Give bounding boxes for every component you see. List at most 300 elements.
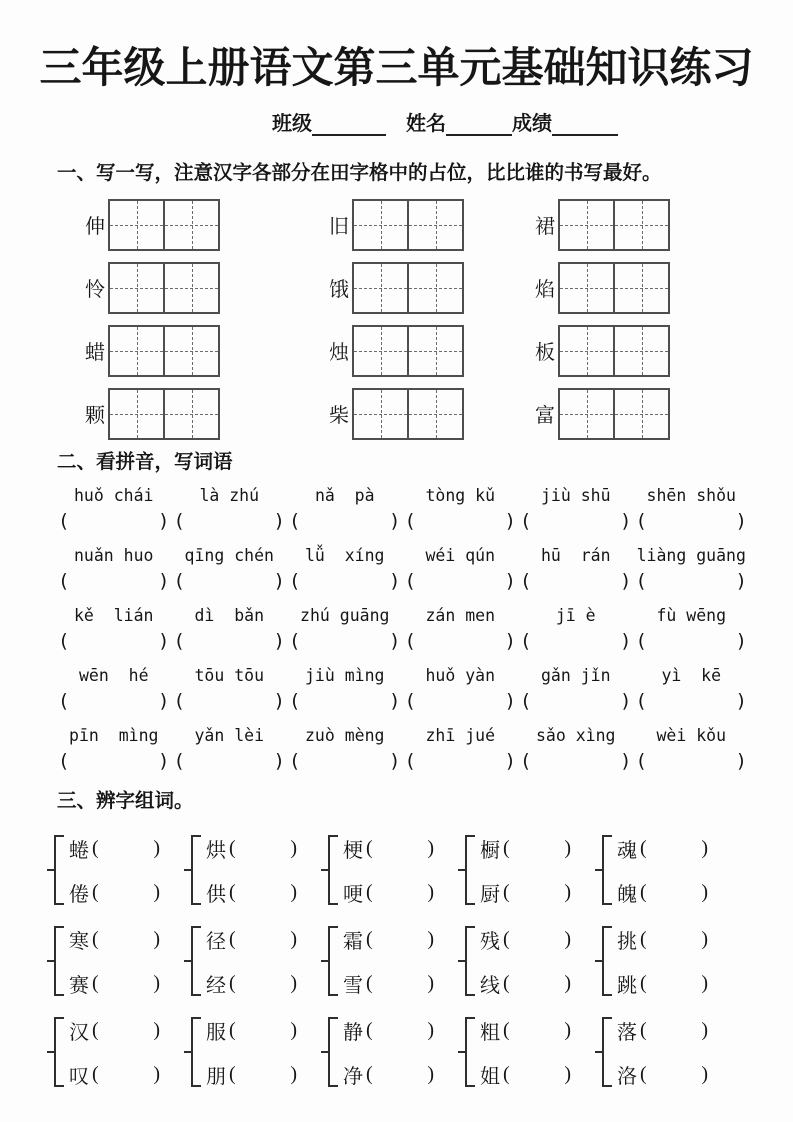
close-paren: ) xyxy=(153,971,160,994)
compare-character: 径 xyxy=(206,930,226,953)
compare-line xyxy=(69,922,166,956)
pinyin-item xyxy=(287,486,403,536)
pinyin-text: kě lián xyxy=(74,606,154,626)
close-paren: ) xyxy=(153,1018,160,1041)
open-paren: ( xyxy=(92,927,99,950)
compare-line xyxy=(206,875,303,909)
open-paren: ( xyxy=(635,570,647,593)
tianzige-writing-cell xyxy=(354,390,407,438)
class-label: 班级 xyxy=(272,113,312,136)
pinyin-text: jiù mìng xyxy=(305,666,385,686)
answer-parens xyxy=(634,630,750,656)
compare-row xyxy=(46,922,793,1000)
answer-parens xyxy=(56,750,172,776)
bracket-tick xyxy=(595,1051,602,1053)
grid-character-label: 颗 xyxy=(85,405,105,428)
close-paren: ) xyxy=(153,1062,160,1085)
answer-parens xyxy=(403,630,519,656)
close-paren: ) xyxy=(564,836,571,859)
open-paren: ( xyxy=(289,750,301,773)
pinyin-item xyxy=(518,666,634,716)
tianzige-grid xyxy=(558,325,670,377)
open-paren: ( xyxy=(289,630,301,653)
tianzige-writing-cell xyxy=(163,201,218,249)
answer-parens xyxy=(287,690,403,716)
close-paren: ) xyxy=(427,880,434,903)
tianzige-writing-cell xyxy=(560,264,613,312)
compare-character: 静 xyxy=(343,1021,363,1044)
answer-parens xyxy=(634,750,750,776)
compare-line xyxy=(69,875,166,909)
open-paren: ( xyxy=(520,690,532,713)
open-paren: ( xyxy=(404,630,416,653)
pair-bracket-icon xyxy=(328,926,338,996)
tianzige-group xyxy=(84,262,220,314)
pinyin-item xyxy=(287,726,403,776)
tianzige-writing-cell xyxy=(110,201,163,249)
close-paren: ) xyxy=(273,630,285,653)
bracket-tick xyxy=(321,960,328,962)
compare-group xyxy=(183,1013,303,1091)
pinyin-text: gǎn jǐn xyxy=(540,666,611,686)
tianzige-group xyxy=(534,199,670,251)
compare-group xyxy=(320,1013,440,1091)
grid-character-label: 富 xyxy=(535,405,555,428)
compare-group xyxy=(457,922,577,1000)
compare-group xyxy=(183,831,303,909)
compare-row xyxy=(46,1013,793,1091)
character-pair xyxy=(617,922,714,1000)
pinyin-item xyxy=(172,666,288,716)
close-paren: ) xyxy=(620,630,632,653)
close-paren: ) xyxy=(389,690,401,713)
pinyin-text: là zhú xyxy=(199,486,260,506)
close-paren: ) xyxy=(290,880,297,903)
pinyin-text: nǎ pà xyxy=(314,486,375,506)
tianzige-group xyxy=(84,388,220,440)
pair-bracket-icon xyxy=(328,835,338,905)
answer-parens xyxy=(172,630,288,656)
class-blank xyxy=(312,110,386,136)
tianzige-grid xyxy=(352,388,464,440)
open-paren: ( xyxy=(289,690,301,713)
close-paren: ) xyxy=(564,1062,571,1085)
tianzige-writing-cell xyxy=(163,264,218,312)
compare-group xyxy=(320,922,440,1000)
pinyin-row xyxy=(56,666,750,716)
open-paren: ( xyxy=(229,880,236,903)
close-paren: ) xyxy=(701,836,708,859)
tianzige-group xyxy=(84,199,220,251)
open-paren: ( xyxy=(635,630,647,653)
compare-group xyxy=(320,831,440,909)
pinyin-item xyxy=(634,546,750,596)
compare-character: 供 xyxy=(206,883,226,906)
pair-bracket-icon xyxy=(191,835,201,905)
tianzige-grid xyxy=(108,199,220,251)
pinyin-item xyxy=(634,606,750,656)
pinyin-item xyxy=(518,726,634,776)
close-paren: ) xyxy=(701,927,708,950)
open-paren: ( xyxy=(635,510,647,533)
bracket-tick xyxy=(184,869,191,871)
tianzige-writing-cell xyxy=(110,390,163,438)
open-paren: ( xyxy=(229,971,236,994)
student-info-line xyxy=(272,110,793,136)
compare-line xyxy=(480,1057,577,1091)
open-paren: ( xyxy=(92,1018,99,1041)
open-paren: ( xyxy=(640,1062,647,1085)
open-paren: ( xyxy=(173,630,185,653)
tianzige-grid-section xyxy=(0,199,793,440)
tianzige-writing-cell xyxy=(110,327,163,375)
open-paren: ( xyxy=(58,570,70,593)
close-paren: ) xyxy=(427,1018,434,1041)
close-paren: ) xyxy=(153,927,160,950)
character-pair xyxy=(69,922,166,1000)
close-paren: ) xyxy=(735,750,747,773)
grid-character-label: 焰 xyxy=(535,279,555,302)
pinyin-text: shēn shǒu xyxy=(646,486,736,506)
compare-line xyxy=(617,922,714,956)
pinyin-item xyxy=(403,606,519,656)
pinyin-item xyxy=(403,486,519,536)
answer-parens xyxy=(56,510,172,536)
open-paren: ( xyxy=(503,1018,510,1041)
name-blank xyxy=(446,110,512,136)
answer-parens xyxy=(56,570,172,596)
open-paren: ( xyxy=(503,927,510,950)
answer-parens xyxy=(403,510,519,536)
answer-parens xyxy=(287,750,403,776)
answer-parens xyxy=(518,750,634,776)
tianzige-grid xyxy=(108,262,220,314)
compare-character: 雪 xyxy=(343,974,363,997)
close-paren: ) xyxy=(290,927,297,950)
open-paren: ( xyxy=(503,971,510,994)
compare-group xyxy=(46,922,166,1000)
compare-group xyxy=(594,922,714,1000)
bracket-tick xyxy=(595,869,602,871)
compare-character: 梗 xyxy=(343,839,363,862)
pinyin-item xyxy=(56,726,172,776)
open-paren: ( xyxy=(58,750,70,773)
close-paren: ) xyxy=(701,1062,708,1085)
compare-group xyxy=(594,831,714,909)
pair-bracket-icon xyxy=(191,926,201,996)
page-title: 三年级上册语文第三单元基础知识练习 xyxy=(39,44,754,91)
close-paren: ) xyxy=(389,510,401,533)
pinyin-item xyxy=(403,546,519,596)
character-pair xyxy=(206,922,303,1000)
pinyin-item xyxy=(518,606,634,656)
grid-character-label: 怜 xyxy=(85,279,105,302)
close-paren: ) xyxy=(389,570,401,593)
compare-character: 残 xyxy=(480,930,500,953)
answer-parens xyxy=(172,570,288,596)
open-paren: ( xyxy=(173,690,185,713)
close-paren: ) xyxy=(564,971,571,994)
tianzige-group xyxy=(328,325,464,377)
character-pair xyxy=(343,922,440,1000)
open-paren: ( xyxy=(92,971,99,994)
open-paren: ( xyxy=(404,750,416,773)
pinyin-item xyxy=(172,726,288,776)
open-paren: ( xyxy=(289,510,301,533)
pinyin-text: tōu tōu xyxy=(194,666,265,686)
compare-row xyxy=(46,831,793,909)
compare-line xyxy=(617,831,714,865)
pinyin-text: huǒ yàn xyxy=(425,666,496,686)
compare-character: 姐 xyxy=(480,1065,500,1088)
close-paren: ) xyxy=(620,570,632,593)
pinyin-row xyxy=(56,726,750,776)
open-paren: ( xyxy=(229,1062,236,1085)
compare-character: 魂 xyxy=(617,839,637,862)
close-paren: ) xyxy=(735,630,747,653)
compare-line xyxy=(206,831,303,865)
compare-character: 叹 xyxy=(69,1065,89,1088)
open-paren: ( xyxy=(404,510,416,533)
pinyin-text: huǒ chái xyxy=(74,486,154,506)
character-pair xyxy=(480,922,577,1000)
pinyin-item xyxy=(403,726,519,776)
open-paren: ( xyxy=(366,971,373,994)
pinyin-row xyxy=(56,486,750,536)
bracket-tick xyxy=(184,960,191,962)
close-paren: ) xyxy=(389,630,401,653)
pair-bracket-icon xyxy=(602,926,612,996)
tianzige-writing-cell xyxy=(613,327,668,375)
pinyin-item xyxy=(172,486,288,536)
answer-parens xyxy=(287,570,403,596)
score-label: 成绩 xyxy=(512,113,552,136)
close-paren: ) xyxy=(504,690,516,713)
open-paren: ( xyxy=(173,570,185,593)
tianzige-writing-cell xyxy=(613,390,668,438)
tianzige-writing-cell xyxy=(407,201,462,249)
compare-character: 朋 xyxy=(206,1065,226,1088)
compare-line xyxy=(343,922,440,956)
compare-line xyxy=(480,875,577,909)
close-paren: ) xyxy=(158,750,170,773)
open-paren: ( xyxy=(173,510,185,533)
pinyin-text: zán men xyxy=(425,606,496,626)
tianzige-grid xyxy=(352,262,464,314)
compare-character: 粗 xyxy=(480,1021,500,1044)
character-pair xyxy=(206,1013,303,1091)
pinyin-row xyxy=(56,546,750,596)
pinyin-item xyxy=(287,546,403,596)
bracket-tick xyxy=(47,869,54,871)
open-paren: ( xyxy=(92,1062,99,1085)
compare-group xyxy=(183,922,303,1000)
open-paren: ( xyxy=(640,880,647,903)
compare-character: 赛 xyxy=(69,974,89,997)
grid-character-label: 旧 xyxy=(329,216,349,239)
answer-parens xyxy=(634,510,750,536)
pinyin-text: zuò mèng xyxy=(305,726,385,746)
open-paren: ( xyxy=(640,927,647,950)
close-paren: ) xyxy=(158,510,170,533)
pinyin-item xyxy=(56,606,172,656)
answer-parens xyxy=(172,510,288,536)
close-paren: ) xyxy=(620,750,632,773)
tianzige-grid xyxy=(352,199,464,251)
open-paren: ( xyxy=(503,1062,510,1085)
compare-character: 线 xyxy=(480,974,500,997)
pinyin-text: pīn mìng xyxy=(69,726,159,746)
compare-line xyxy=(343,875,440,909)
open-paren: ( xyxy=(58,690,70,713)
pair-bracket-icon xyxy=(54,835,64,905)
character-pair xyxy=(69,831,166,909)
answer-parens xyxy=(287,510,403,536)
compare-line xyxy=(480,922,577,956)
compare-line xyxy=(480,1013,577,1047)
bracket-tick xyxy=(47,1051,54,1053)
pair-bracket-icon xyxy=(328,1017,338,1087)
open-paren: ( xyxy=(635,690,647,713)
pinyin-row xyxy=(56,606,750,656)
compare-character: 霜 xyxy=(343,930,363,953)
close-paren: ) xyxy=(564,927,571,950)
open-paren: ( xyxy=(173,750,185,773)
grid-character-label: 板 xyxy=(535,342,555,365)
compare-line xyxy=(343,1013,440,1047)
pair-bracket-icon xyxy=(54,1017,64,1087)
tianzige-group xyxy=(328,388,464,440)
pinyin-text: sǎo xìng xyxy=(536,726,616,746)
pinyin-item xyxy=(172,606,288,656)
compare-character: 倦 xyxy=(69,883,89,906)
compare-character: 洛 xyxy=(617,1065,637,1088)
compare-line xyxy=(480,831,577,865)
grid-character-label: 伸 xyxy=(85,216,105,239)
compare-line xyxy=(69,831,166,865)
answer-parens xyxy=(403,750,519,776)
tianzige-writing-cell xyxy=(560,327,613,375)
tianzige-row xyxy=(0,199,793,251)
tianzige-writing-cell xyxy=(407,264,462,312)
compare-character: 落 xyxy=(617,1021,637,1044)
pair-bracket-icon xyxy=(54,926,64,996)
close-paren: ) xyxy=(701,971,708,994)
open-paren: ( xyxy=(58,510,70,533)
answer-parens xyxy=(518,690,634,716)
open-paren: ( xyxy=(366,1062,373,1085)
open-paren: ( xyxy=(92,836,99,859)
compare-line xyxy=(343,1057,440,1091)
close-paren: ) xyxy=(735,570,747,593)
answer-parens xyxy=(634,690,750,716)
close-paren: ) xyxy=(273,750,285,773)
pinyin-text: fù wēng xyxy=(656,606,727,626)
character-pair xyxy=(480,831,577,909)
open-paren: ( xyxy=(640,836,647,859)
pinyin-item xyxy=(287,666,403,716)
name-label: 姓名 xyxy=(406,113,446,136)
tianzige-group xyxy=(534,262,670,314)
tianzige-writing-cell xyxy=(407,390,462,438)
compare-line xyxy=(69,1057,166,1091)
character-pair xyxy=(343,1013,440,1091)
close-paren: ) xyxy=(427,927,434,950)
close-paren: ) xyxy=(504,750,516,773)
answer-parens xyxy=(518,510,634,536)
tianzige-grid xyxy=(108,388,220,440)
open-paren: ( xyxy=(503,880,510,903)
answer-parens xyxy=(56,630,172,656)
close-paren: ) xyxy=(273,690,285,713)
pinyin-item xyxy=(287,606,403,656)
pair-bracket-icon xyxy=(465,835,475,905)
score-blank xyxy=(552,110,618,136)
tianzige-group xyxy=(328,262,464,314)
pair-bracket-icon xyxy=(602,1017,612,1087)
open-paren: ( xyxy=(404,690,416,713)
tianzige-writing-cell xyxy=(354,201,407,249)
compare-group xyxy=(457,831,577,909)
compare-line xyxy=(343,831,440,865)
close-paren: ) xyxy=(701,880,708,903)
section1-heading: 一、写一写，注意汉字各部分在田字格中的占位，比比谁的书写最好。 xyxy=(57,163,662,185)
pair-bracket-icon xyxy=(602,835,612,905)
open-paren: ( xyxy=(520,750,532,773)
pinyin-item xyxy=(518,486,634,536)
compare-line xyxy=(617,966,714,1000)
close-paren: ) xyxy=(735,690,747,713)
grid-character-label: 柴 xyxy=(329,405,349,428)
pair-bracket-icon xyxy=(191,1017,201,1087)
character-pair xyxy=(480,1013,577,1091)
close-paren: ) xyxy=(158,630,170,653)
pinyin-item xyxy=(56,546,172,596)
open-paren: ( xyxy=(520,630,532,653)
answer-parens xyxy=(56,690,172,716)
compare-words-section xyxy=(0,831,793,1091)
tianzige-writing-cell xyxy=(407,327,462,375)
answer-parens xyxy=(172,750,288,776)
close-paren: ) xyxy=(158,690,170,713)
close-paren: ) xyxy=(620,690,632,713)
pinyin-text: yǎn lèi xyxy=(194,726,265,746)
pinyin-item xyxy=(634,726,750,776)
compare-line xyxy=(69,1013,166,1047)
answer-parens xyxy=(403,690,519,716)
bracket-tick xyxy=(321,869,328,871)
tianzige-writing-cell xyxy=(354,264,407,312)
pinyin-text: qīng chén xyxy=(184,546,274,566)
answer-parens xyxy=(403,570,519,596)
tianzige-writing-cell xyxy=(110,264,163,312)
close-paren: ) xyxy=(564,880,571,903)
compare-character: 净 xyxy=(343,1065,363,1088)
open-paren: ( xyxy=(635,750,647,773)
pinyin-text: wèi kǒu xyxy=(656,726,727,746)
close-paren: ) xyxy=(153,836,160,859)
open-paren: ( xyxy=(520,570,532,593)
close-paren: ) xyxy=(427,836,434,859)
pinyin-text: wēn hé xyxy=(78,666,149,686)
pinyin-text: jī è xyxy=(555,606,596,626)
open-paren: ( xyxy=(640,1018,647,1041)
grid-character-label: 裙 xyxy=(535,216,555,239)
close-paren: ) xyxy=(389,750,401,773)
close-paren: ) xyxy=(427,1062,434,1085)
close-paren: ) xyxy=(701,1018,708,1041)
compare-character: 寒 xyxy=(69,930,89,953)
